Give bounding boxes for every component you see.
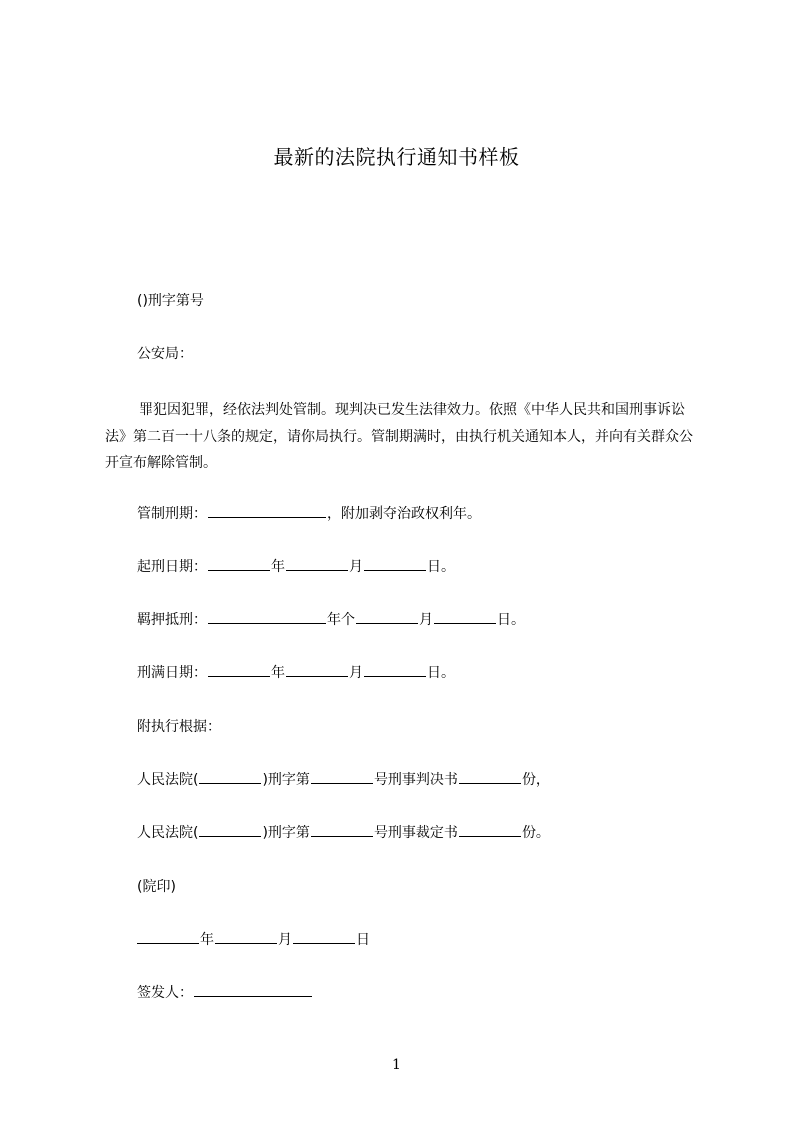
judgment-copies-blank: [459, 769, 521, 784]
sign-date-day-blank: [293, 929, 355, 944]
ruling-court: 人民法院(: [137, 825, 199, 841]
sign-date-year: 年: [200, 932, 214, 948]
signer-line: [137, 982, 313, 1004]
start-date-day: 日。: [427, 559, 455, 575]
control-term-label: 管制刑期：: [137, 506, 207, 522]
judgment-doc-type: 号刑事判决书: [373, 772, 458, 788]
start-date-day-blank: [364, 556, 426, 571]
signer-label: 签发人：: [137, 985, 193, 1001]
detention-offset-month: 月: [419, 612, 433, 628]
start-date-label: 起刑日期：: [137, 559, 207, 575]
control-term-suffix: ，附加剥夺治政权利年。: [327, 506, 481, 522]
ruling-copies: 份。: [521, 825, 550, 841]
detention-offset-month-blank: [356, 609, 418, 624]
judgment-line: [137, 769, 550, 791]
control-term-blank: [208, 503, 326, 518]
judgment-copies: 份，: [521, 772, 550, 788]
end-date-label: 刑满日期：: [137, 665, 207, 681]
judgment-close-paren: )刑字第: [262, 772, 310, 788]
start-date-line: [137, 556, 455, 578]
sign-date-line: [137, 929, 370, 951]
court-seal: (院印): [137, 879, 176, 895]
body-paragraph-text: 罪犯因犯罪，经依法判处管制。现判决已发生法律效力。依照《中华人民共和国刑事诉讼法》第二百一十八条的规定，请你局执行。管制期满时，由执行机关通知本人，并向有关群众公开宣布解除管制。: [105, 402, 693, 471]
ruling-number-blank: [311, 822, 373, 837]
sign-date-month-blank: [215, 929, 277, 944]
case-number: ()刑字第号: [137, 293, 204, 309]
start-date-year: 年: [271, 559, 285, 575]
detention-offset-day: 日。: [497, 612, 525, 628]
detention-offset-year-blank: [208, 609, 326, 624]
end-date-year-blank: [208, 662, 270, 677]
detention-offset-day-blank: [434, 609, 496, 624]
signer-blank: [194, 982, 312, 997]
ruling-doc-type: 号刑事裁定书: [373, 825, 458, 841]
sign-date-month: 月: [278, 932, 292, 948]
ruling-year-blank: [199, 822, 261, 837]
start-date-month: 月: [349, 559, 363, 575]
end-date-day: 日。: [427, 665, 455, 681]
end-date-month: 月: [349, 665, 363, 681]
end-date-year: 年: [271, 665, 285, 681]
ruling-copies-blank: [459, 822, 521, 837]
end-date-line: [137, 662, 455, 684]
sign-date-year-blank: [137, 929, 199, 944]
ruling-line: [137, 822, 550, 844]
sign-date-day: 日: [356, 932, 370, 948]
detention-offset-label: 羁押抵刑：: [137, 612, 207, 628]
end-date-day-blank: [364, 662, 426, 677]
body-paragraph: [105, 397, 705, 477]
detention-offset-line: [137, 609, 525, 631]
control-term-line: [137, 503, 481, 525]
page-number: 1: [392, 1057, 401, 1073]
recipient: 公安局：: [137, 346, 193, 362]
ruling-close-paren: )刑字第: [262, 825, 310, 841]
detention-offset-year: 年个: [327, 612, 355, 628]
start-date-year-blank: [208, 556, 270, 571]
judgment-number-blank: [311, 769, 373, 784]
judgment-year-blank: [199, 769, 261, 784]
basis-heading: 附执行根据：: [137, 719, 221, 735]
end-date-month-blank: [286, 662, 348, 677]
start-date-month-blank: [286, 556, 348, 571]
judgment-court: 人民法院(: [137, 772, 199, 788]
document-title: 最新的法院执行通知书样板: [273, 145, 520, 169]
